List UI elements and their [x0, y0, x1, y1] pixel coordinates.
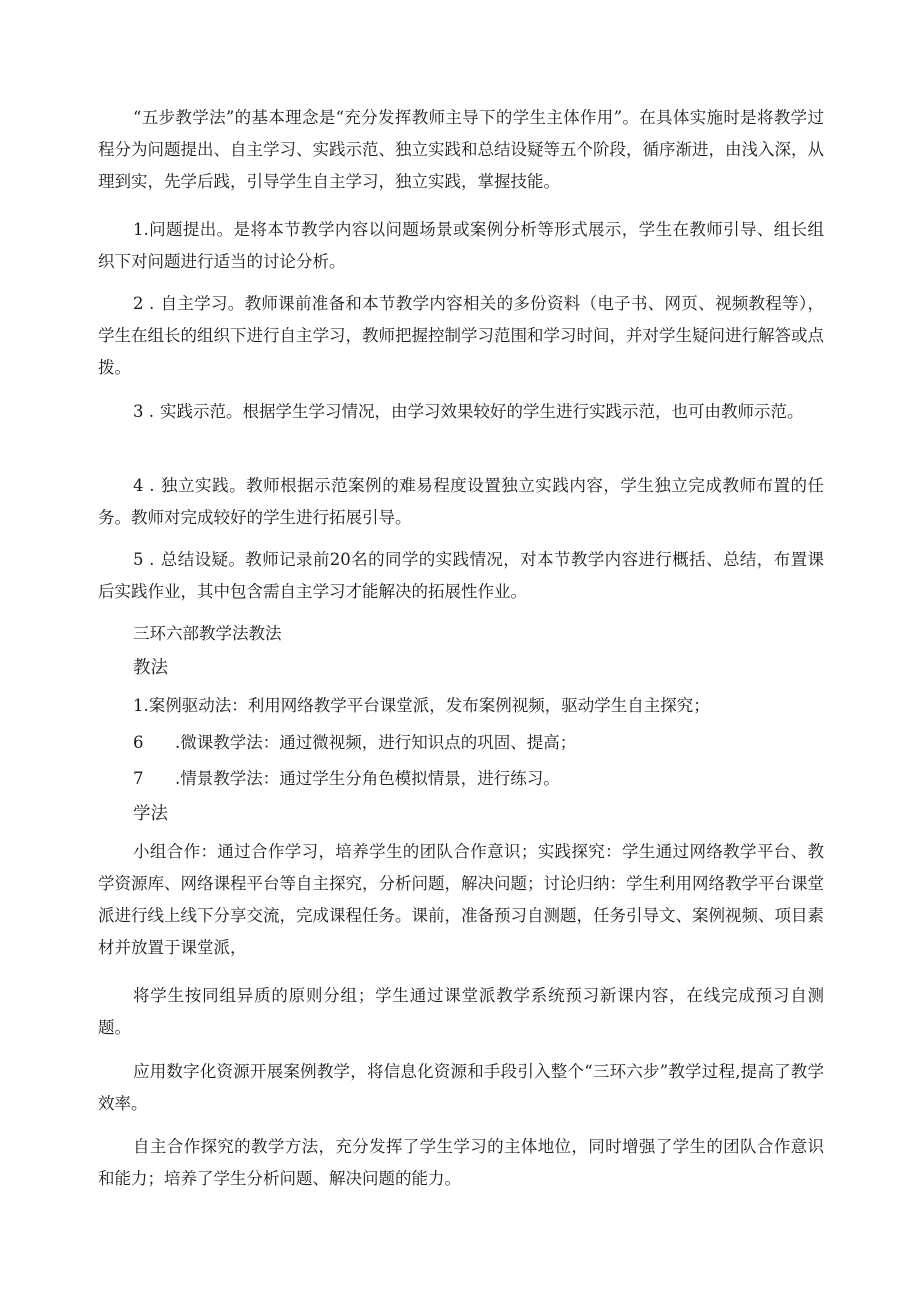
- step-item: [98, 214, 824, 278]
- step-item: [98, 544, 824, 608]
- step-text: 总结设疑。教师记录前20名的同学的实践情况，对本节教学内容进行概括、总结，布置课后实践作业，其中包含需自主学习才能解决的拓展性作业。: [98, 550, 824, 601]
- step-number: 4 .: [133, 476, 155, 495]
- section-title: 三环六部教学法教法: [133, 624, 282, 643]
- step-text: 问题提出。是将本节教学内容以问题场景或案例分析等形式展示，学生在教师引导、组长组织下对问题进行适当的讨论分析。: [98, 220, 824, 271]
- step-text: 独立实践。教师根据示范案例的难易程度设置独立实践内容，学生独立完成教师布置的任务。教师对完成较好的学生进行拓展引导。: [98, 476, 825, 527]
- method-text: 案例驱动法：利用网络教学平台课堂派，发布案例视频，驱动学生自主探究；: [148, 696, 710, 715]
- step-number: 2 .: [133, 294, 155, 313]
- method-text: .微课教学法：通过微视频，进行知识点的巩固、提高；: [175, 733, 577, 752]
- method-number: 7: [133, 769, 144, 788]
- learning-heading: 学法: [133, 804, 168, 824]
- intro-paragraph: “五步教学法”的基本理念是“充分发挥教师主导下的学生主体作用”。在具体实施时是将教学过程分为问题提出、自主学习、实践示范、独立实践和总结设疑等五个阶段，循序渐进，由浅入深，从理到实，先学后践，引导学生自主学习，独立实践，掌握技能。: [98, 108, 824, 191]
- step-item: [98, 288, 824, 384]
- step-number: 1.: [133, 220, 149, 239]
- teaching-method-item: [133, 763, 560, 795]
- method-number: 1.: [133, 696, 149, 715]
- step-item: [98, 396, 824, 428]
- method-text: .情景教学法：通过学生分角色模拟情景，进行练习。: [175, 769, 560, 788]
- step-number: 5 .: [133, 550, 155, 569]
- learning-paragraph: 将学生按同组异质的原则分组；学生通过课堂派教学系统预习新课内容，在线完成预习自测题。: [98, 986, 824, 1037]
- learning-paragraph: 小组合作：通过合作学习，培养学生的团队合作意识；实践探究：学生通过网络教学平台、教学资源库、网络课程平台等自主探究，分析问题，解决问题；讨论归纳：学生利用网络教学平台课堂派进行线上线下分享交流，完成课程任务。课前，准备预习自测题，任务引导文、案例视频、项目素材并放置于课堂派，: [98, 842, 824, 957]
- step-item: [98, 470, 824, 534]
- step-text: 实践示范。根据学生学习情况，由学习效果较好的学生进行实践示范，也可由教师示范。: [160, 402, 804, 421]
- teaching-method-item: [133, 690, 710, 722]
- step-number: 3 .: [133, 402, 154, 421]
- teaching-method-item: [133, 727, 576, 759]
- teaching-heading: 教法: [133, 658, 168, 678]
- method-number: 6: [133, 733, 144, 752]
- step-text: 自主学习。教师课前准备和本节教学内容相关的多份资料（电子书、网页、视频教程等），学生在组长的组织下进行自主学习，教师把握控制学习范围和学习时间，并对学生疑问进行解答或点拨。: [98, 294, 824, 377]
- learning-paragraph: 应用数字化资源开展案例教学，将信息化资源和手段引入整个“三环六步”教学过程,提高了教学效率。: [98, 1062, 824, 1113]
- learning-paragraph: 自主合作探究的教学方法，充分发挥了学生学习的主体地位，同时增强了学生的团队合作意识和能力；培养了学生分析问题、解决问题的能力。: [98, 1137, 824, 1188]
